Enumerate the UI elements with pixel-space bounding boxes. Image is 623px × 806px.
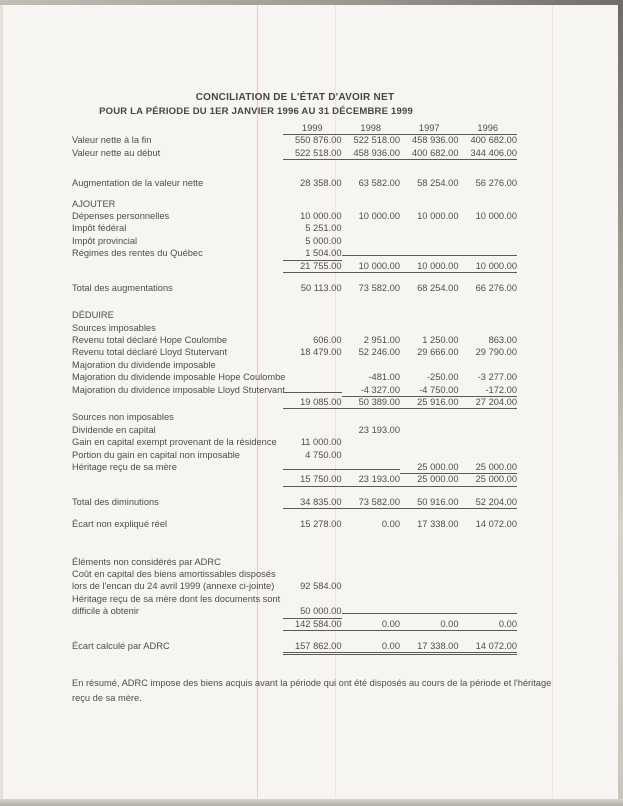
amount-cell: 92 584.00	[300, 581, 342, 592]
amount-cell: 550 876.00	[294, 135, 342, 146]
statement-table	[72, 122, 518, 652]
amount-cell: 10 000.00	[400, 260, 459, 273]
summary-line-2: reçu de sa mère.	[72, 693, 142, 703]
table-row	[72, 461, 518, 473]
amount-cell: 17 338.00	[417, 519, 459, 530]
amount-cell: 25 000.00	[400, 473, 459, 486]
row-label: Total des augmentations	[72, 282, 173, 293]
row-label: Régimes des rentes du Québec	[72, 248, 203, 259]
amount-cell	[342, 613, 401, 614]
document-subtitle: POUR LA PÉRIODE DU 1ER JANVIER 1996 AU 31 DÉCEMBRE 1999	[99, 106, 413, 117]
table-row	[72, 496, 518, 508]
amount-cell: 50 113.00	[300, 282, 342, 293]
amount-cell: 0.00	[381, 519, 400, 530]
row-label: Gain en capital exempt provenant de la résidence	[72, 437, 277, 448]
table-row	[72, 556, 518, 568]
amount-cell	[400, 613, 459, 614]
amount-cell: 10 000.00	[358, 210, 400, 221]
table-row	[72, 309, 518, 321]
row-label: Portion du gain en capital non imposable	[72, 449, 240, 460]
row-label: Majoration du dividende imposable	[72, 359, 216, 370]
amount-cell: 27 204.00	[459, 396, 518, 409]
amount-cell: 400 682.00	[470, 135, 517, 146]
scan-edge-bottom	[0, 799, 623, 806]
amount-cell: 344 406.00	[459, 147, 518, 160]
amount-cell: 68 254.00	[417, 282, 459, 293]
row-label: Sources imposables	[72, 322, 156, 333]
amount-cell: 25 000.00	[400, 461, 459, 474]
table-row	[72, 518, 518, 530]
row-label: difficile à obtenir	[72, 606, 140, 617]
amount-cell: 15 278.00	[300, 519, 342, 530]
row-label: Éléments non considérés par ADRC	[72, 556, 221, 567]
row-label: Héritage reçu de sa mère dont les documents sont	[72, 593, 281, 604]
amount-cell	[342, 469, 401, 470]
row-label: Dividende en capital	[72, 424, 156, 435]
table-row	[72, 436, 518, 448]
table-row	[72, 580, 518, 592]
amount-cell	[283, 469, 342, 470]
amount-cell	[400, 255, 459, 256]
row-label: Écart non expliqué réel	[72, 519, 168, 530]
table-row	[72, 147, 518, 159]
amount-cell: 5 251.00	[305, 223, 342, 234]
amount-cell: 1 504.00	[283, 247, 342, 260]
table-row	[72, 411, 518, 423]
amount-cell: 34 835.00	[283, 496, 342, 509]
table-row	[72, 210, 518, 222]
row-label: lors de l'encan du 24 avril 1999 (annexe ci-jointe)	[72, 581, 275, 592]
amount-cell: 21 755.00	[283, 260, 342, 273]
amount-cell	[459, 255, 518, 256]
amount-cell: 29 666.00	[417, 347, 459, 358]
amount-cell: 50 000.00	[283, 605, 342, 618]
amount-cell: 56 276.00	[475, 178, 517, 189]
scan-edge-right	[618, 4, 623, 806]
table-row	[72, 247, 518, 259]
amount-cell: 50 389.00	[342, 396, 401, 409]
row-label: Héritage reçu de sa mère	[72, 461, 177, 472]
amount-cell: 400 682.00	[400, 147, 459, 160]
amount-cell: 17 338.00	[400, 640, 459, 655]
table-row	[72, 396, 518, 408]
year-column-header: 1999	[283, 122, 342, 135]
amount-cell: 1 250.00	[422, 335, 459, 346]
amount-cell: -172.00	[459, 384, 518, 397]
table-row	[72, 334, 518, 346]
amount-cell: 29 790.00	[475, 347, 517, 358]
table-row	[72, 260, 518, 272]
table-row	[72, 177, 518, 189]
amount-cell: 0.00	[342, 618, 401, 631]
amount-cell: 11 000.00	[300, 437, 342, 448]
row-label: Coût en capital des biens amortissables disposés	[72, 568, 276, 579]
amount-cell: 23 193.00	[342, 473, 401, 486]
amount-cell: 10 000.00	[417, 210, 459, 221]
row-label: Impôt provincial	[72, 235, 138, 246]
amount-cell: 863.00	[488, 335, 517, 346]
table-row	[72, 198, 518, 210]
row-label: Écart calculé par ADRC	[72, 640, 170, 651]
table-row	[72, 371, 518, 383]
amount-cell: 0.00	[459, 618, 518, 631]
amount-cell: 4 750.00	[305, 449, 342, 460]
amount-cell: -481.00	[368, 372, 400, 383]
table-row	[72, 384, 518, 396]
row-label: Total des diminutions	[72, 496, 159, 507]
amount-cell: 73 582.00	[358, 282, 400, 293]
row-label: Majoration du dividence imposable Lloyd Stutervant	[72, 384, 285, 395]
scan-edge-left	[0, 5, 3, 799]
amount-cell: 142 584.00	[283, 618, 342, 631]
table-row	[72, 449, 518, 461]
table-row	[72, 134, 518, 146]
amount-cell: 50 916.00	[400, 496, 459, 509]
amount-cell: 10 000.00	[300, 210, 342, 221]
row-label: Majoration du dividende imposable Hope Coulombe	[72, 372, 286, 383]
summary-line-1: En résumé, ADRC impose des biens acquis avant la période qui ont été disposés au cours de la période et l'héritage	[72, 678, 552, 688]
amount-cell: 10 000.00	[475, 210, 517, 221]
amount-cell: -3 277.00	[477, 372, 517, 383]
amount-cell: 157 862.00	[283, 640, 342, 655]
amount-cell: -4 750.00	[400, 384, 459, 397]
amount-cell: 25 000.00	[459, 473, 518, 486]
row-label: Impôt fédéral	[72, 223, 127, 234]
amount-cell: 25 000.00	[459, 461, 518, 474]
table-row	[72, 605, 518, 617]
amount-cell: 23 193.00	[358, 424, 400, 435]
year-header-row	[72, 122, 518, 134]
amount-cell: 73 582.00	[342, 496, 401, 509]
amount-cell: 522 518.00	[283, 147, 342, 160]
year-column-header: 1997	[400, 122, 459, 135]
amount-cell: 52 246.00	[358, 347, 400, 358]
amount-cell	[342, 255, 401, 256]
amount-cell: 10 000.00	[459, 260, 518, 273]
amount-cell: 28 358.00	[300, 178, 342, 189]
amount-cell: 0.00	[400, 618, 459, 631]
row-label: DÉDUIRE	[72, 310, 114, 321]
amount-cell: 458 936.00	[411, 135, 459, 146]
amount-cell: 0.00	[342, 640, 401, 655]
table-row	[72, 222, 518, 234]
table-row	[72, 346, 518, 358]
amount-cell: 15 750.00	[283, 473, 342, 486]
amount-cell: 2 951.00	[363, 335, 400, 346]
table-row	[72, 593, 518, 605]
amount-cell: 63 582.00	[358, 178, 400, 189]
amount-cell: -250.00	[426, 372, 459, 383]
table-row	[72, 640, 518, 652]
amount-cell: 14 072.00	[459, 640, 518, 655]
amount-cell: 52 204.00	[459, 496, 518, 509]
table-row	[72, 282, 518, 294]
row-label: Dépenses personnelles	[72, 210, 170, 221]
row-label: Valeur nette à la fin	[72, 135, 152, 146]
scan-edge-top	[0, 0, 623, 5]
row-label: Valeur nette au début	[72, 147, 161, 158]
amount-cell: 66 276.00	[475, 282, 517, 293]
row-label: Augmentation de la valeur nette	[72, 178, 204, 189]
table-row	[72, 424, 518, 436]
year-column-header: 1998	[342, 122, 401, 135]
row-label: AJOUTER	[72, 198, 116, 209]
document-title: CONCILIATION DE L'ÉTAT D'AVOIR NET	[195, 92, 395, 103]
amount-cell: 10 000.00	[342, 260, 401, 273]
amount-cell: 458 936.00	[342, 147, 401, 160]
row-label: Sources non imposables	[72, 412, 174, 423]
amount-cell: 14 072.00	[475, 519, 517, 530]
amount-cell: 18 479.00	[300, 347, 342, 358]
row-label: Revenu total déclaré Hope Coulombe	[72, 335, 228, 346]
table-row	[72, 235, 518, 247]
table-row	[72, 322, 518, 334]
amount-cell	[459, 613, 518, 614]
year-column-header: 1996	[459, 122, 518, 135]
amount-cell: -4 327.00	[342, 384, 401, 397]
amount-cell	[283, 392, 342, 393]
amount-cell: 58 254.00	[417, 178, 459, 189]
amount-cell: 19 085.00	[283, 396, 342, 409]
amount-cell: 25 916.00	[400, 396, 459, 409]
table-row	[72, 359, 518, 371]
amount-cell: 522 518.00	[353, 135, 400, 146]
amount-cell: 5 000.00	[305, 235, 342, 246]
row-label: Revenu total déclaré Lloyd Stutervant	[72, 347, 228, 358]
table-row	[72, 618, 518, 630]
table-row	[72, 473, 518, 485]
summary-paragraph	[72, 676, 572, 706]
amount-cell: 606.00	[313, 335, 342, 346]
table-row	[72, 568, 518, 580]
